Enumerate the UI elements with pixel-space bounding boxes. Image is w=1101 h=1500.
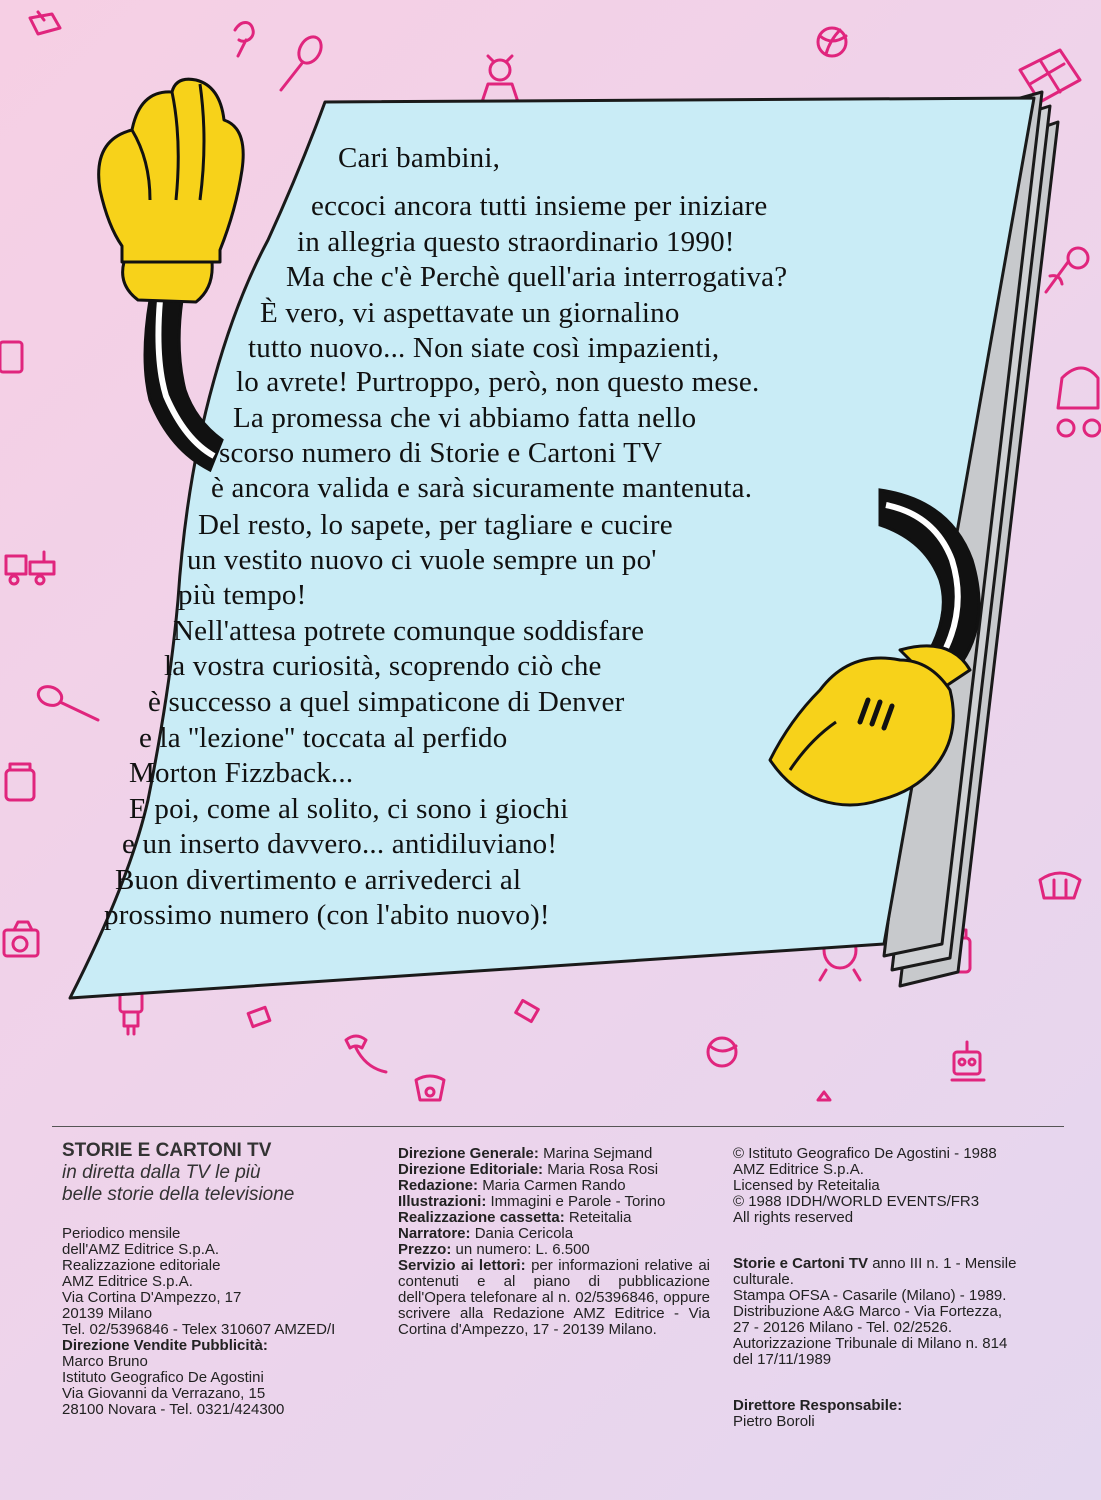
- sales-line: Marco Bruno: [62, 1353, 148, 1370]
- copyright-line: © Istituto Geografico De Agostini - 1988: [733, 1145, 997, 1162]
- sales-line: Via Giovanni da Verrazano, 15: [62, 1385, 266, 1402]
- credit-row: Direzione Editoriale: Maria Rosa Rosi: [398, 1161, 659, 1178]
- publisher-line: 20139 Milano: [62, 1305, 153, 1322]
- rattle-icon: [818, 1092, 830, 1100]
- letter-line: È vero, vi aspettavate un giornalino: [260, 297, 680, 329]
- reader-service: Servizio ai lettori: per informazioni relative ai contenuti e al piano di pubblicazione dell'Opera telefonare al n. 02/5396846, oppure scrivere alla Redazione AMZ Editrice - Via Cortina d'Ampezzo, 17 - 20139 Milano.: [398, 1257, 710, 1338]
- sales-line: Istituto Geografico De Agostini: [62, 1369, 264, 1386]
- publisher-info: [62, 1226, 382, 1418]
- letter-line: Nell'attesa potrete comunque soddisfare: [173, 615, 645, 647]
- publisher-line: AMZ Editrice S.p.A.: [62, 1273, 193, 1290]
- publisher-line: dell'AMZ Editrice S.p.A.: [62, 1241, 220, 1258]
- letter-line: in allegria questo straordinario 1990!: [297, 226, 735, 258]
- letter-line: eccoci ancora tutti insieme per iniziare: [311, 190, 768, 222]
- copyright-line: All rights reserved: [733, 1209, 854, 1226]
- letter-line: prossimo numero (con l'abito nuovo)!: [104, 899, 550, 931]
- director-name: Pietro Boroli: [733, 1413, 815, 1430]
- divider-line: [52, 1126, 1064, 1127]
- letter-line: lo avrete! Purtroppo, però, non questo mese.: [236, 366, 760, 398]
- magazine-title: STORIE E CARTONI TV: [62, 1140, 272, 1161]
- letter-line: la vostra curiosità, scoprendo ciò che: [164, 650, 602, 682]
- credit-row: Prezzo: un numero: L. 6.500: [398, 1241, 590, 1258]
- letter-line: più tempo!: [178, 579, 307, 611]
- print-line: Stampa OFSA - Casarile (Milano) - 1989.: [733, 1287, 1007, 1304]
- colophon-column-2: [398, 1146, 710, 1338]
- letter-line: La promessa che vi abbiamo fatta nello: [233, 402, 697, 434]
- letter-line: tutto nuovo... Non siate così impazienti,: [248, 332, 720, 364]
- credit-row: Direzione Generale: Marina Sejmand: [398, 1145, 653, 1162]
- letter-line: e un inserto davvero... antidiluviano!: [122, 828, 558, 860]
- letter-line: Morton Fizzback...: [129, 757, 354, 789]
- sales-heading: Direzione Vendite Pubblicità:: [62, 1337, 268, 1354]
- letter-line: Buon divertimento e arrivederci al: [115, 864, 522, 896]
- credit-row: Realizzazione cassetta: Reteitalia: [398, 1209, 632, 1226]
- colophon-column-3: [733, 1146, 1043, 1430]
- magazine-subtitle-2: belle storie della televisione: [62, 1184, 295, 1205]
- publisher-line: Periodico mensile: [62, 1225, 181, 1242]
- credit-row: Illustrazioni: Immagini e Parole - Torino: [398, 1193, 666, 1210]
- letter-greeting: Cari bambini,: [338, 142, 501, 174]
- letter-line: Ma che c'è Perchè quell'aria interrogativa?: [286, 261, 788, 293]
- publisher-line: Via Cortina D'Ampezzo, 17: [62, 1289, 242, 1306]
- print-line: Distribuzione A&G Marco - Via Fortezza,: [733, 1303, 1002, 1320]
- colophon-column-1: [62, 1140, 382, 1418]
- copyright-line: Licensed by Reteitalia: [733, 1177, 880, 1194]
- publisher-line: Tel. 02/5396846 - Telex 310607 AMZED/I: [62, 1321, 336, 1338]
- copyright-line: © 1988 IDDH/WORLD EVENTS/FR3: [733, 1193, 980, 1210]
- letter-line: E poi, come al solito, ci sono i giochi: [129, 793, 569, 825]
- publication-info: Storie e Cartoni TV anno III n. 1 - Mensile culturale.: [733, 1255, 1017, 1288]
- letter-line: è ancora valida e sarà sicuramente mantenuta.: [211, 472, 753, 504]
- sales-line: 28100 Novara - Tel. 0321/424300: [62, 1401, 285, 1418]
- credit-row: Narratore: Dania Cericola: [398, 1225, 574, 1242]
- print-line: Autorizzazione Tribunale di Milano n. 814: [733, 1335, 1008, 1352]
- telephone-icon: [416, 1076, 444, 1100]
- letter-line: è successo a quel simpaticone di Denver: [148, 686, 625, 718]
- publisher-line: Realizzazione editoriale: [62, 1257, 221, 1274]
- letter-line: scorso numero di Storie e Cartoni TV: [219, 437, 663, 469]
- copyright-line: AMZ Editrice S.p.A.: [733, 1161, 864, 1178]
- credit-row: Redazione: Maria Carmen Rando: [398, 1177, 626, 1194]
- print-line: del 17/11/1989: [733, 1351, 832, 1368]
- letter-line: Del resto, lo sapete, per tagliare e cucire: [198, 509, 673, 541]
- letter-line: un vestito nuovo ci vuole sempre un po': [187, 544, 657, 576]
- director-label: Direttore Responsabile:: [733, 1397, 903, 1414]
- letter-line: e la ''lezione'' toccata al perfido: [139, 722, 508, 754]
- magazine-subtitle-1: in diretta dalla TV le più: [62, 1162, 261, 1183]
- print-line: 27 - 20126 Milano - Tel. 02/2526.: [733, 1319, 953, 1336]
